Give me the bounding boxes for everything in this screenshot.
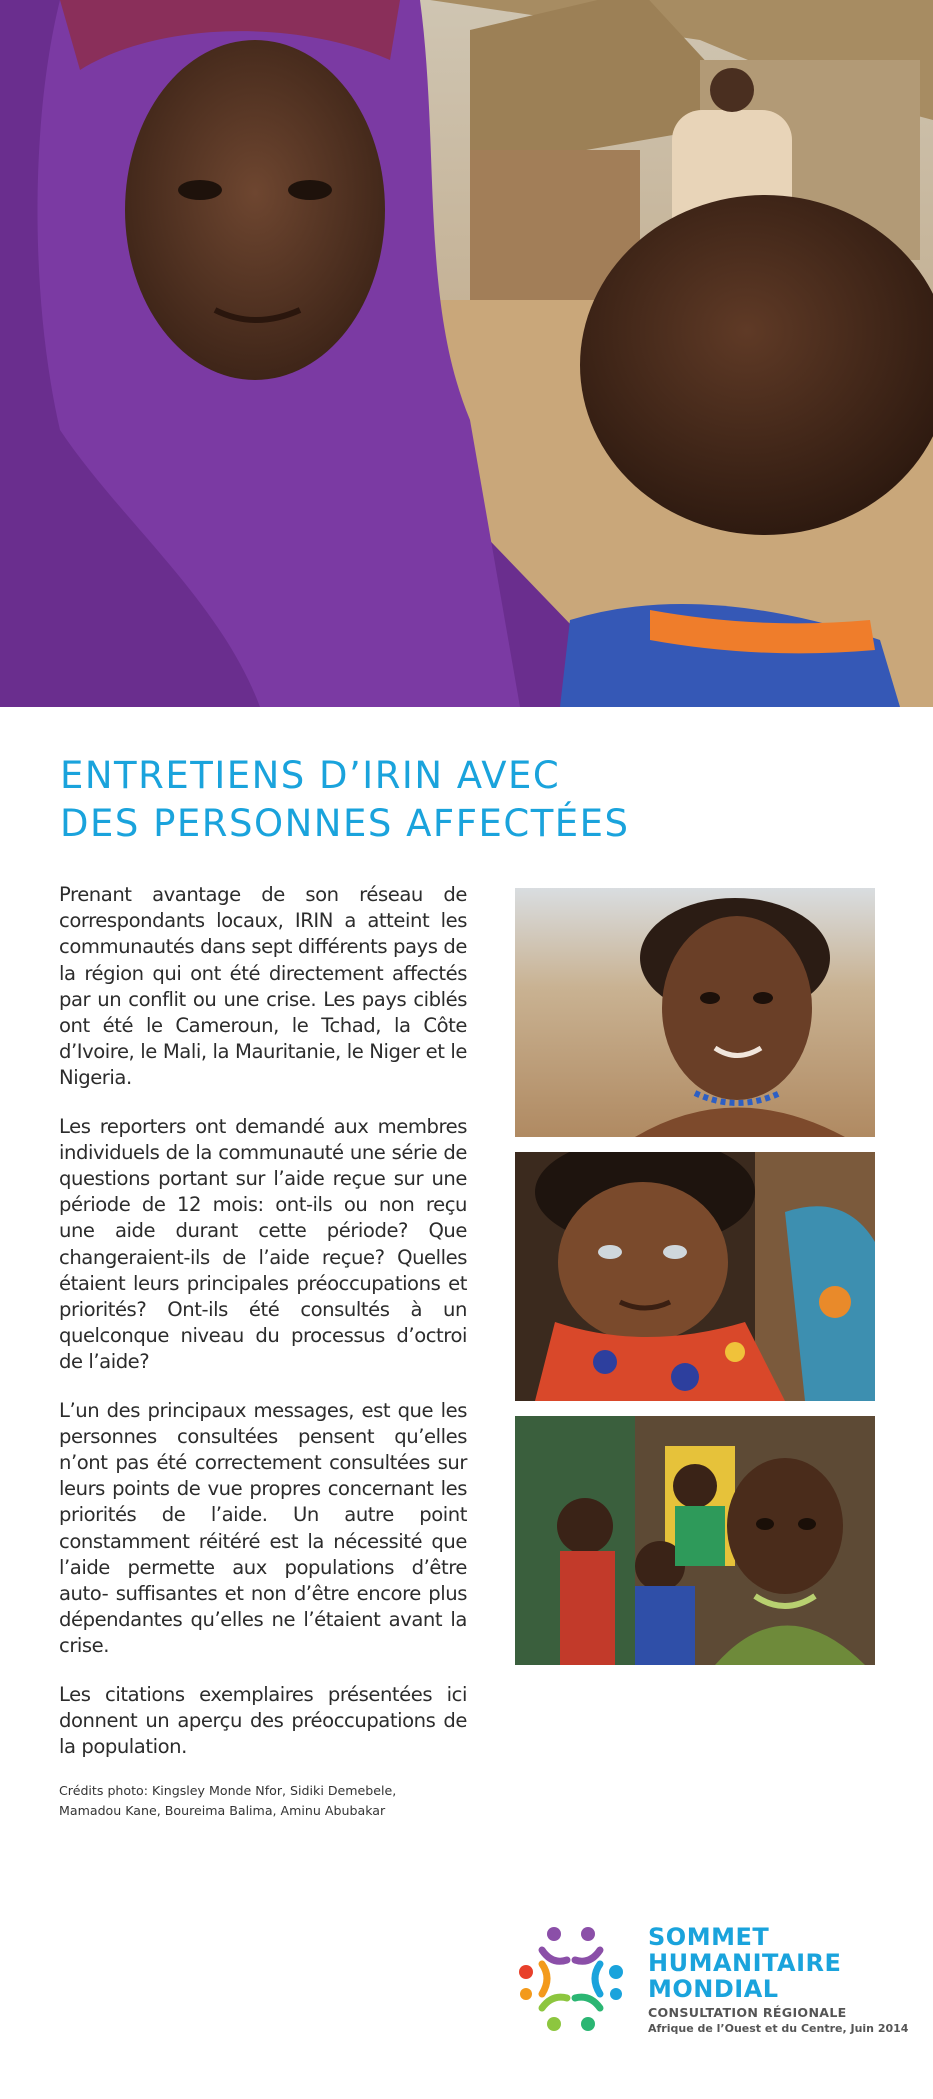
- logo-line-2: HUMANITAIRE: [648, 1949, 842, 1977]
- hero-photo: [0, 0, 933, 707]
- credits-line-1: Crédits photo: Kingsley Monde Nfor, Sidiki Demebele,: [59, 1783, 397, 1798]
- title-line-1: ENTRETIENS D’IRIN AVEC: [60, 754, 561, 797]
- paragraph-2: Les reporters ont demandé aux membres individuels de la communauté une série de questions portant sur l’aide reçue sur une période de 12 mois: ont-ils ou non reçu une aide durant cette période? Que changeraient-ils de l’aide reçue? Quelles étaient leurs principales préoccupations et priorités? Ont-ils été consultés à un quelconque niveau du processus d’octroi de l’aide?: [59, 1114, 467, 1374]
- title-line-2: DES PERSONNES AFFECTÉES: [60, 802, 630, 845]
- photo-credits: [59, 1781, 479, 1821]
- logo-line-1: SOMMET: [648, 1923, 770, 1951]
- paragraph-3: L’un des principaux messages, est que les personnes consultées pensent qu’elles n’ont pas été correctement consultées sur leurs points de vue propres concernant les priorités de l’aide. Un autre point constamment réitéré est la nécessité que l’aide permette aux populations d’être auto- suffisantes et non d’être encore plus dépendantes qu’elles ne l’étaient avant la crise.: [59, 1398, 467, 1658]
- paragraph-4: Les citations exemplaires présentées ici donnent un aperçu des préoccupations de la population.: [59, 1682, 467, 1759]
- summit-logo-text: [648, 1924, 928, 2036]
- paragraph-1: Prenant avantage de son réseau de correspondants locaux, IRIN a atteint les communautés dans sept différents pays de la région qui ont été directement affectés par un conflit ou une crise. Les pays ciblés ont été le Cameroun, le Tchad, la Côte d’Ivoire, le Mali, la Mauritanie, le Niger et le Nigeria.: [59, 883, 467, 1090]
- logo-subtitle-2: Afrique de l’Ouest et du Centre, Juin 2014: [648, 2022, 909, 2035]
- credits-line-2: Mamadou Kane, Boureima Balima, Aminu Abubakar: [59, 1803, 386, 1818]
- logo-subtitle: CONSULTATION RÉGIONALE: [648, 2005, 847, 2020]
- summit-logo-icon: [512, 1920, 630, 2038]
- body-text: [59, 882, 467, 1782]
- photo-girl-portrait: [515, 1152, 875, 1401]
- photo-girl-smiling: [515, 888, 875, 1137]
- logo-line-3: MONDIAL: [648, 1975, 779, 2003]
- page-title: [60, 752, 880, 848]
- photo-children-group: [515, 1416, 875, 1665]
